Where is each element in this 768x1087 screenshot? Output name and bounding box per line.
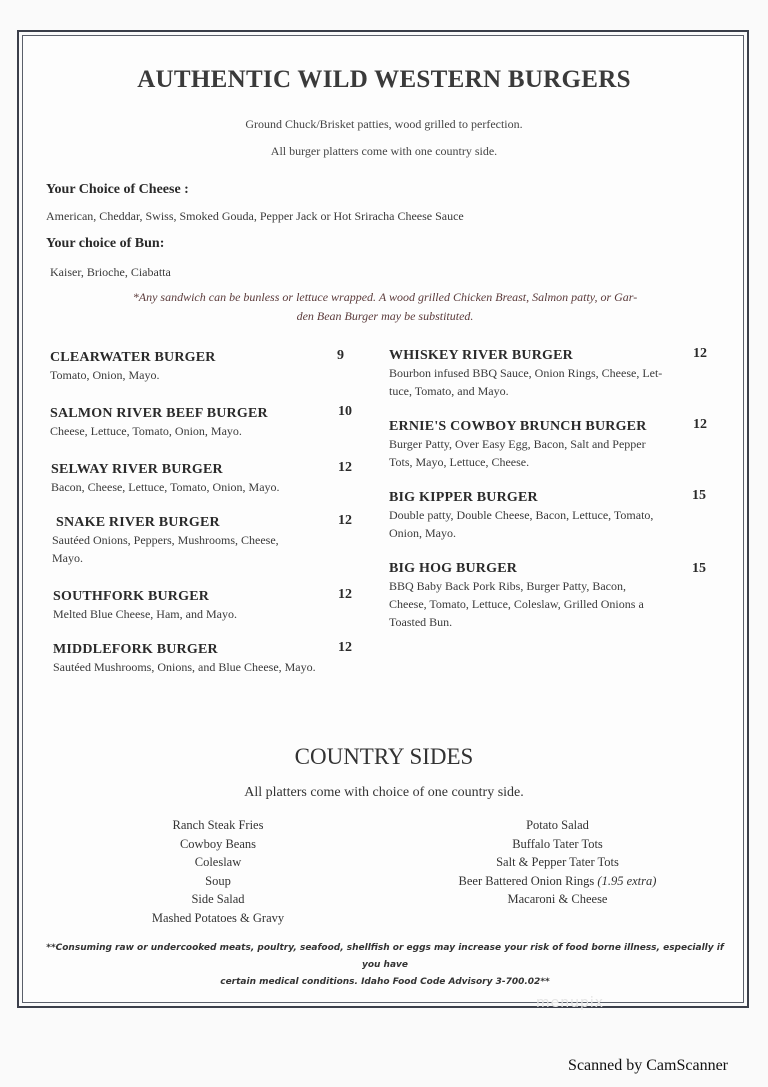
item-price: 12 <box>338 460 352 475</box>
item-name: SALMON RIVER BEEF BURGER <box>50 406 268 421</box>
item-price: 10 <box>338 404 352 419</box>
side-name: Beer Battered Onion Rings <box>458 873 595 888</box>
substitution-note <box>40 288 730 326</box>
sides-title: COUNTRY SIDES <box>294 744 474 769</box>
list-item: Buffalo Tater Tots <box>512 836 603 851</box>
disclaimer-line1: **Consuming raw or undercooked meats, poultry, seafood, shellfish or eggs may increase your risk of food borne illness, especially if you have <box>46 943 724 970</box>
item-description: Sautéed Onions, Peppers, Mushrooms, Cheese, <box>52 533 279 547</box>
scanner-label: Scanned by CamScanner <box>568 1057 728 1074</box>
item-description: BBQ Baby Back Pork Ribs, Burger Patty, Bacon, <box>389 579 626 593</box>
item-description: Double patty, Double Cheese, Bacon, Lettuce, Tomato, <box>389 508 654 522</box>
item-name: BIG HOG BURGER <box>389 561 518 576</box>
list-item: Side Salad <box>191 892 245 906</box>
item-description: Bourbon infused BBQ Sauce, Onion Rings, Cheese, Let- <box>389 366 663 380</box>
sides-subtitle: All platters come with choice of one country side. <box>244 785 524 800</box>
item-name: MIDDLEFORK BURGER <box>53 642 218 657</box>
list-item: Mashed Potatoes & Gravy <box>151 910 285 925</box>
bun-options: Kaiser, Brioche, Ciabatta <box>50 265 171 279</box>
item-description-cont: Onion, Mayo. <box>389 526 456 540</box>
item-price: 12 <box>338 587 352 602</box>
list-item: Coleslaw <box>194 855 242 869</box>
cheese-options: American, Cheddar, Swiss, Smoked Gouda, Pepper Jack or Hot Sriracha Cheese Sauce <box>46 209 464 223</box>
item-description: Tomato, Onion, Mayo. <box>50 368 160 382</box>
list-item: Potato Salad <box>526 818 589 832</box>
menu-item <box>389 488 711 542</box>
item-price: 15 <box>692 488 706 503</box>
list-item: Soup <box>205 873 231 888</box>
item-name: SNAKE RIVER BURGER <box>56 515 220 530</box>
patty-description: Ground Chuck/Brisket patties, wood grilled to perfection. <box>245 117 523 131</box>
item-description-cont: Toasted Bun. <box>389 615 453 629</box>
item-name: SELWAY RIVER BURGER <box>51 462 223 477</box>
item-description-cont: tuce, Tomato, and Mayo. <box>389 384 509 398</box>
item-price: 12 <box>693 417 707 432</box>
item-description: Burger Patty, Over Easy Egg, Bacon, Salt and Pepper <box>389 437 646 451</box>
menu-item <box>389 559 711 631</box>
menu-item <box>389 346 711 400</box>
sides-left-list <box>118 816 318 927</box>
disclaimer-line2: certain medical conditions. Idaho Food Code Advisory 3-700.02** <box>220 977 550 987</box>
menu-item <box>52 513 362 567</box>
menu-item <box>389 417 711 471</box>
item-description-cont: Cheese, Tomato, Lettuce, Coleslaw, Grilled Onions a <box>389 597 644 611</box>
item-name: BIG KIPPER BURGER <box>389 490 538 505</box>
watermark: menupix <box>536 995 605 1011</box>
menu-item <box>53 640 373 676</box>
item-description-cont: Tots, Mayo, Lettuce, Cheese. <box>389 455 530 469</box>
item-name: ERNIE'S COWBOY BRUNCH BURGER <box>389 419 647 434</box>
food-safety-disclaimer <box>40 940 730 991</box>
item-price: 9 <box>337 348 344 363</box>
item-name: SOUTHFORK BURGER <box>53 589 210 604</box>
item-description-cont: Mayo. <box>52 551 83 565</box>
menu-item <box>50 348 360 384</box>
item-price: 12 <box>338 640 352 655</box>
item-description: Sautéed Mushrooms, Onions, and Blue Cheese, Mayo. <box>53 660 316 674</box>
item-description: Bacon, Cheese, Lettuce, Tomato, Onion, Mayo. <box>51 480 280 494</box>
item-name: WHISKEY RIVER BURGER <box>389 348 573 363</box>
list-item <box>420 872 695 891</box>
menu-item <box>50 404 360 440</box>
item-description: Cheese, Lettuce, Tomato, Onion, Mayo. <box>50 424 242 438</box>
sides-right-list <box>420 816 695 909</box>
list-item: Ranch Steak Fries <box>172 818 264 832</box>
menu-title: AUTHENTIC WILD WESTERN BURGERS <box>137 66 631 93</box>
bun-label: Your choice of Bun: <box>46 236 165 251</box>
menu-item <box>53 587 363 623</box>
side-extra-price: (1.95 extra) <box>597 873 657 888</box>
menu-item <box>51 460 361 496</box>
item-price: 15 <box>692 561 706 576</box>
substitution-note-line1: *Any sandwich can be bunless or lettuce wrapped. A wood grilled Chicken Breast, Salmon patty, or Gar- <box>132 290 638 304</box>
item-price: 12 <box>338 513 352 528</box>
item-description: Melted Blue Cheese, Ham, and Mayo. <box>53 607 237 621</box>
list-item: Cowboy Beans <box>179 836 257 851</box>
substitution-note-line2: den Bean Burger may be substituted. <box>296 309 474 323</box>
platter-description: All burger platters come with one country side. <box>270 144 498 158</box>
item-name: CLEARWATER BURGER <box>50 350 216 365</box>
item-price: 12 <box>693 346 707 361</box>
cheese-label: Your Choice of Cheese : <box>46 182 189 197</box>
list-item: Macaroni & Cheese <box>507 892 608 906</box>
list-item: Salt & Pepper Tater Tots <box>496 855 619 869</box>
